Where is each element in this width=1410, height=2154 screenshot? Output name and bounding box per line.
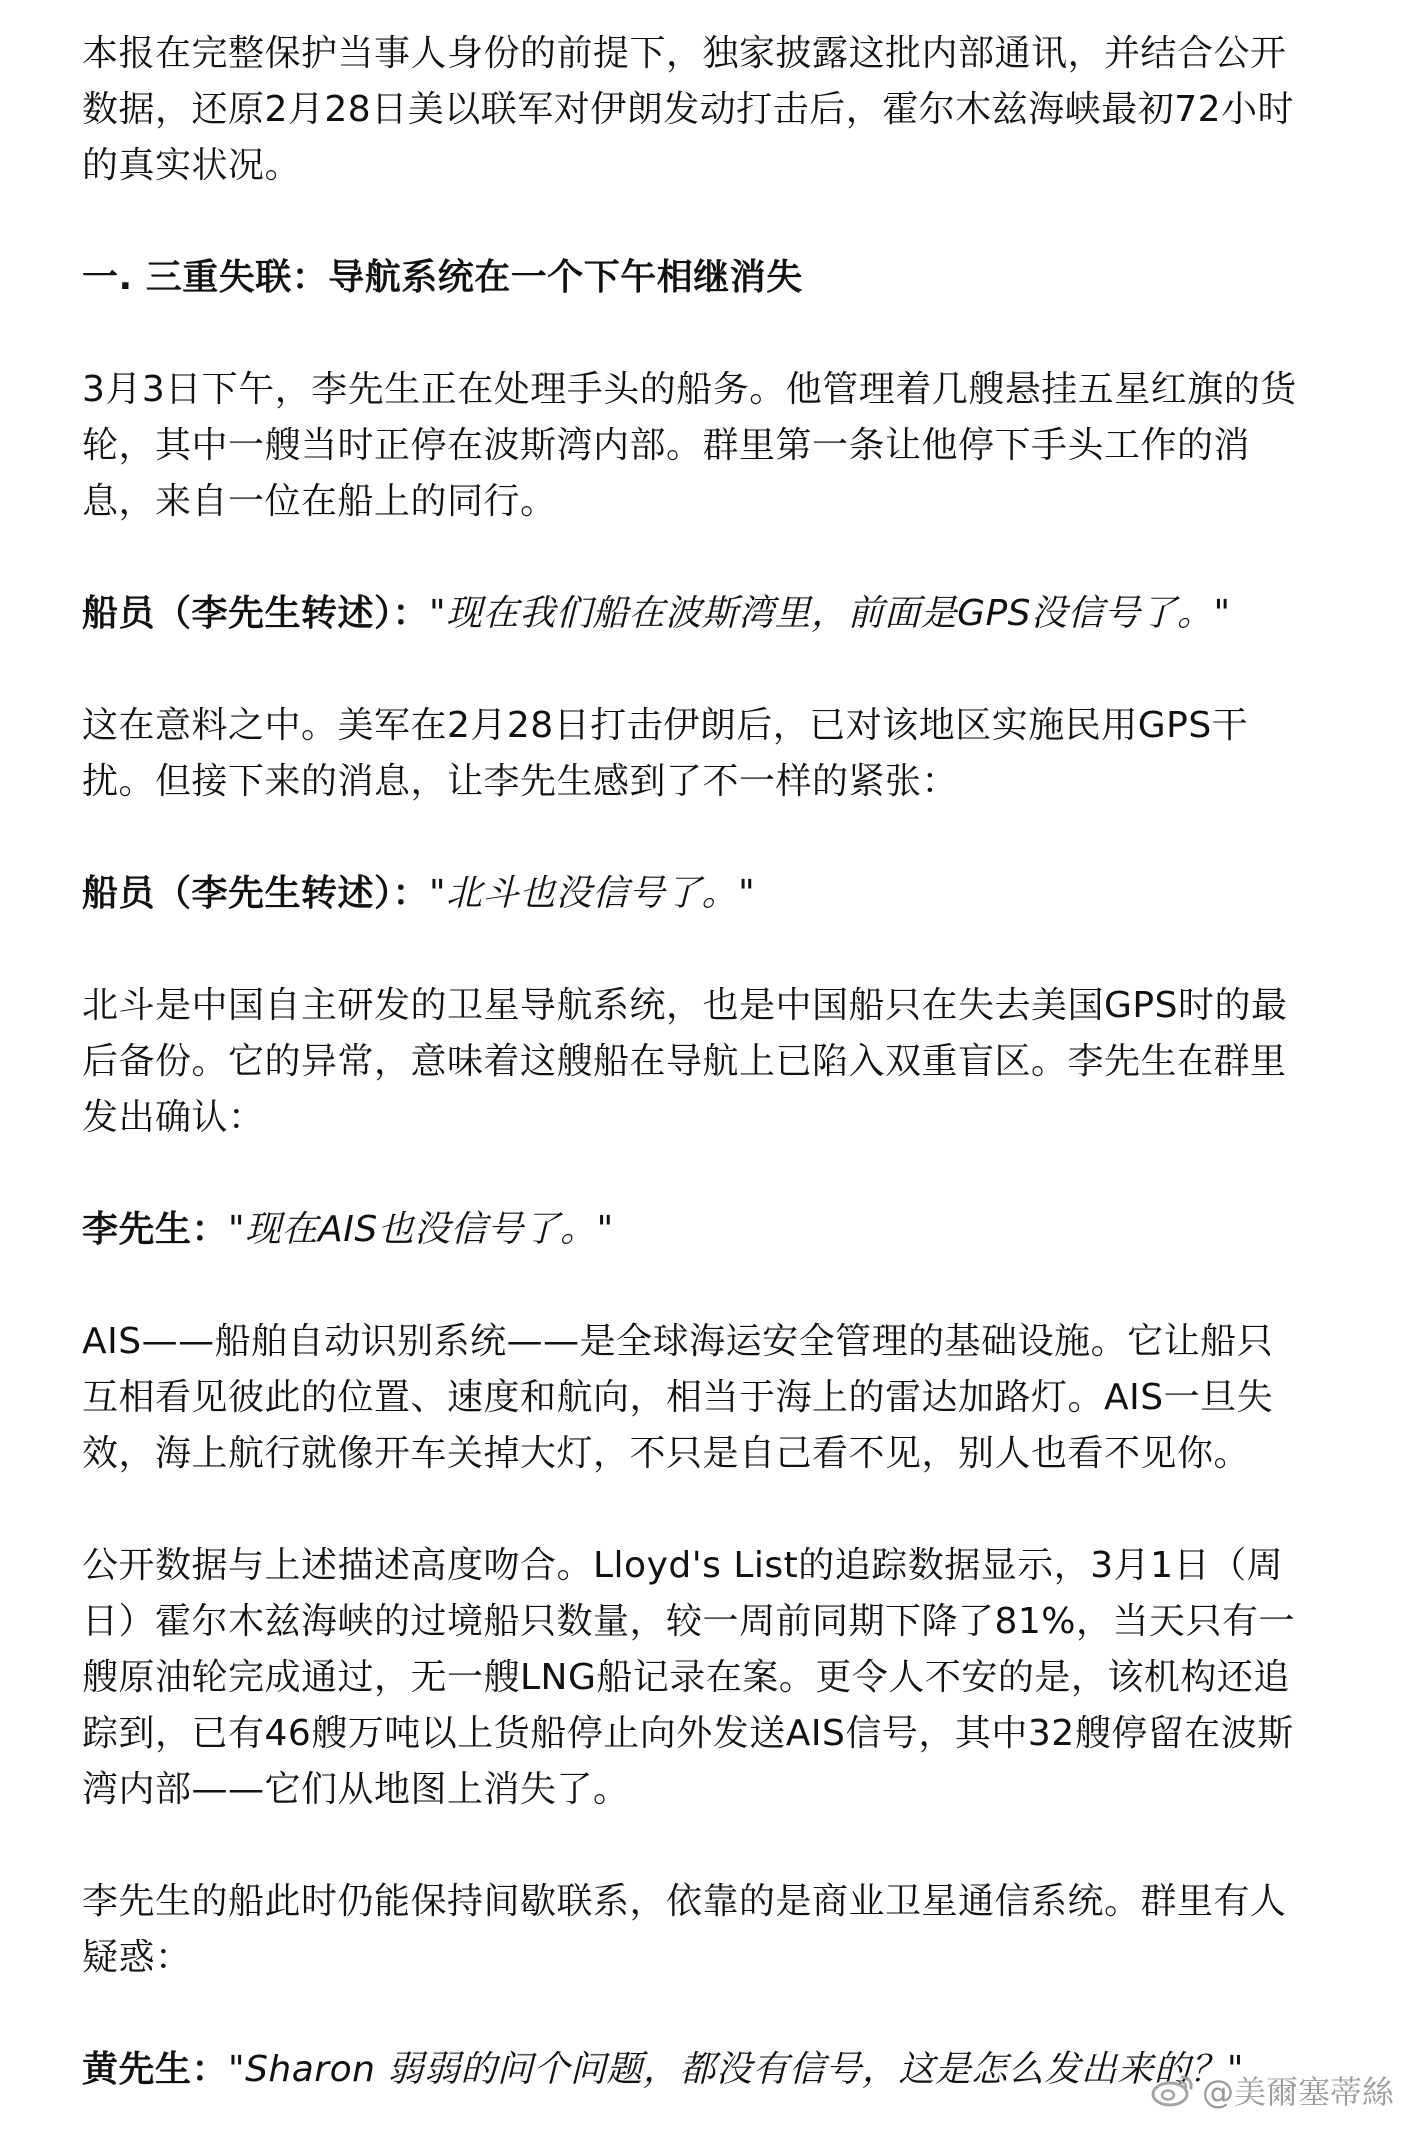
section-heading: 一. 三重失联：导航系统在一个下午相继消失	[82, 257, 803, 298]
quote-4	[82, 2042, 1300, 2098]
article-body	[82, 26, 1300, 2154]
paragraph-5: 公开数据与上述描述高度吻合。Lloyd's List的追踪数据显示，3月1日（周日）霍尔木兹海峡的过境船只数量，较一周前同期下降了81%，当天只有一艘原油轮完成通过，无一艘LNG船记录在案。更令人不安的是，该机构还追踪到，已有46艘万吨以上货船停止向外发送AIS信号，其中32艘停留在波斯湾内部——它们从地图上消失了。	[82, 1545, 1296, 1810]
quote-text: "北斗也没信号了。"	[429, 873, 756, 914]
quote-text: "现在AIS也没信号了。"	[228, 1209, 614, 1250]
quote-3	[82, 1202, 1300, 1258]
quote-text: "Sharon 弱弱的问个问题，都没有信号，这是怎么发出来的？"	[228, 2049, 1244, 2090]
watermark-text: @美爾塞蒂絲	[1201, 2073, 1394, 2111]
paragraph-3: 北斗是中国自主研发的卫星导航系统，也是中国船只在失去美国GPS时的最后备份。它的异常，意味着这艘船在导航上已陷入双重盲区。李先生在群里发出确认：	[82, 985, 1288, 1138]
paragraph-2: 这在意料之中。美军在2月28日打击伊朗后，已对该地区实施民用GPS干扰。但接下来的消息，让李先生感到了不一样的紧张：	[82, 705, 1249, 802]
quote-1	[82, 586, 1300, 642]
intro-paragraph: 本报在完整保护当事人身份的前提下，独家披露这批内部通讯，并结合公开数据，还原2月28日美以联军对伊朗发动打击后，霍尔木兹海峡最初72小时的真实状况。	[82, 33, 1295, 186]
quote-text: "现在我们船在波斯湾里，前面是GPS没信号了。"	[429, 593, 1231, 634]
paragraph-4: AIS——船舶自动识别系统——是全球海运安全管理的基础设施。它让船只互相看见彼此的位置、速度和航向，相当于海上的雷达加路灯。AIS一旦失效，海上航行就像开车关掉大灯，不只是自己看不见，别人也看不见你。	[82, 1321, 1274, 1474]
paragraph-1: 3月3日下午，李先生正在处理手头的船务。他管理着几艘悬挂五星红旗的货轮，其中一艘当时正停在波斯湾内部。群里第一条让他停下手头工作的消息，来自一位在船上的同行。	[82, 369, 1297, 522]
weibo-logo-icon	[1150, 2072, 1196, 2108]
paragraph-6: 李先生的船此时仍能保持间歇联系，依靠的是商业卫星通信系统。群里有人疑惑：	[82, 1881, 1287, 1978]
quote-speaker: 船员（李先生转述）：	[82, 593, 430, 634]
weibo-watermark	[1150, 2067, 1394, 2113]
quote-2	[82, 866, 1300, 922]
quote-speaker: 李先生：	[82, 1209, 229, 1250]
quote-speaker: 黄先生：	[82, 2049, 229, 2090]
quote-speaker: 船员（李先生转述）：	[82, 873, 430, 914]
